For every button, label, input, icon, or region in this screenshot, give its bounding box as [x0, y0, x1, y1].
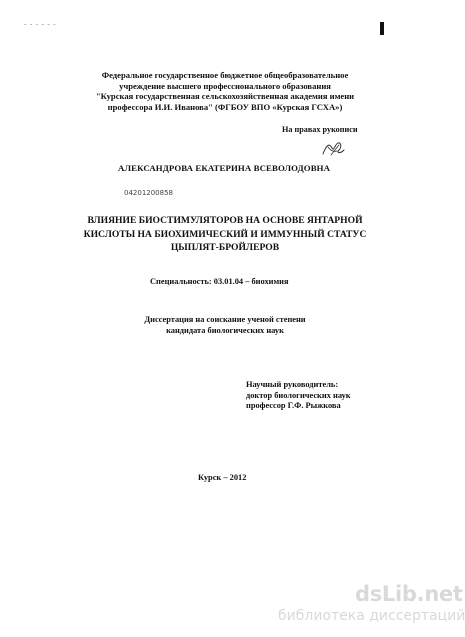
degree-line: кандидата биологических наук	[166, 325, 284, 335]
supervisor-block	[246, 380, 351, 412]
title-line: ВЛИЯНИЕ БИОСТИМУЛЯТОРОВ НА ОСНОВЕ ЯНТАРНОЙ	[87, 215, 363, 226]
institution-line: учреждение высшего профессионального образования	[119, 80, 331, 91]
watermark-tagline: библиотека диссертаций	[278, 608, 465, 624]
supervisor-line: профессор Г.Ф. Рыжкова	[246, 401, 341, 410]
institution-line: профессора И.И. Иванова" (ФГБОУ ВПО «Курская ГСХА»)	[107, 101, 343, 112]
scan-mark-text: ~ ~ ~ ~ ~ ~	[24, 22, 56, 27]
specialty-line: Специальность: 03.01.04 – биохимия	[150, 277, 289, 286]
supervisor-line: Научный руководитель:	[246, 380, 339, 389]
degree-statement	[120, 315, 330, 336]
place-and-year: Курск – 2012	[198, 473, 247, 482]
rights-note: На правах рукописи	[282, 125, 358, 134]
degree-line: Диссертация на соискание ученой степени	[144, 315, 306, 324]
institution-line: Федеральное государственное бюджетное общеобразовательное	[101, 70, 349, 80]
registration-number: 04201200858	[124, 189, 173, 197]
institution-block	[70, 70, 380, 112]
dissertation-title	[80, 214, 370, 255]
scan-corner-mark	[380, 22, 384, 35]
title-line: КИСЛОТЫ НА БИОХИМИЧЕСКИЙ И ИММУННЫЙ СТАТУС	[83, 228, 367, 240]
title-line: ЦЫПЛЯТ-БРОЙЛЕРОВ	[170, 242, 280, 253]
watermark-domain: dsLib.net	[355, 582, 463, 606]
institution-line: "Курская государственная сельскохозяйственная академия имени	[95, 91, 355, 101]
supervisor-line: доктор биологических наук	[246, 390, 351, 400]
handwritten-signature	[320, 138, 346, 160]
author-name: АЛЕКСАНДРОВА ЕКАТЕРИНА ВСЕВОЛОДОВНА	[118, 163, 331, 173]
